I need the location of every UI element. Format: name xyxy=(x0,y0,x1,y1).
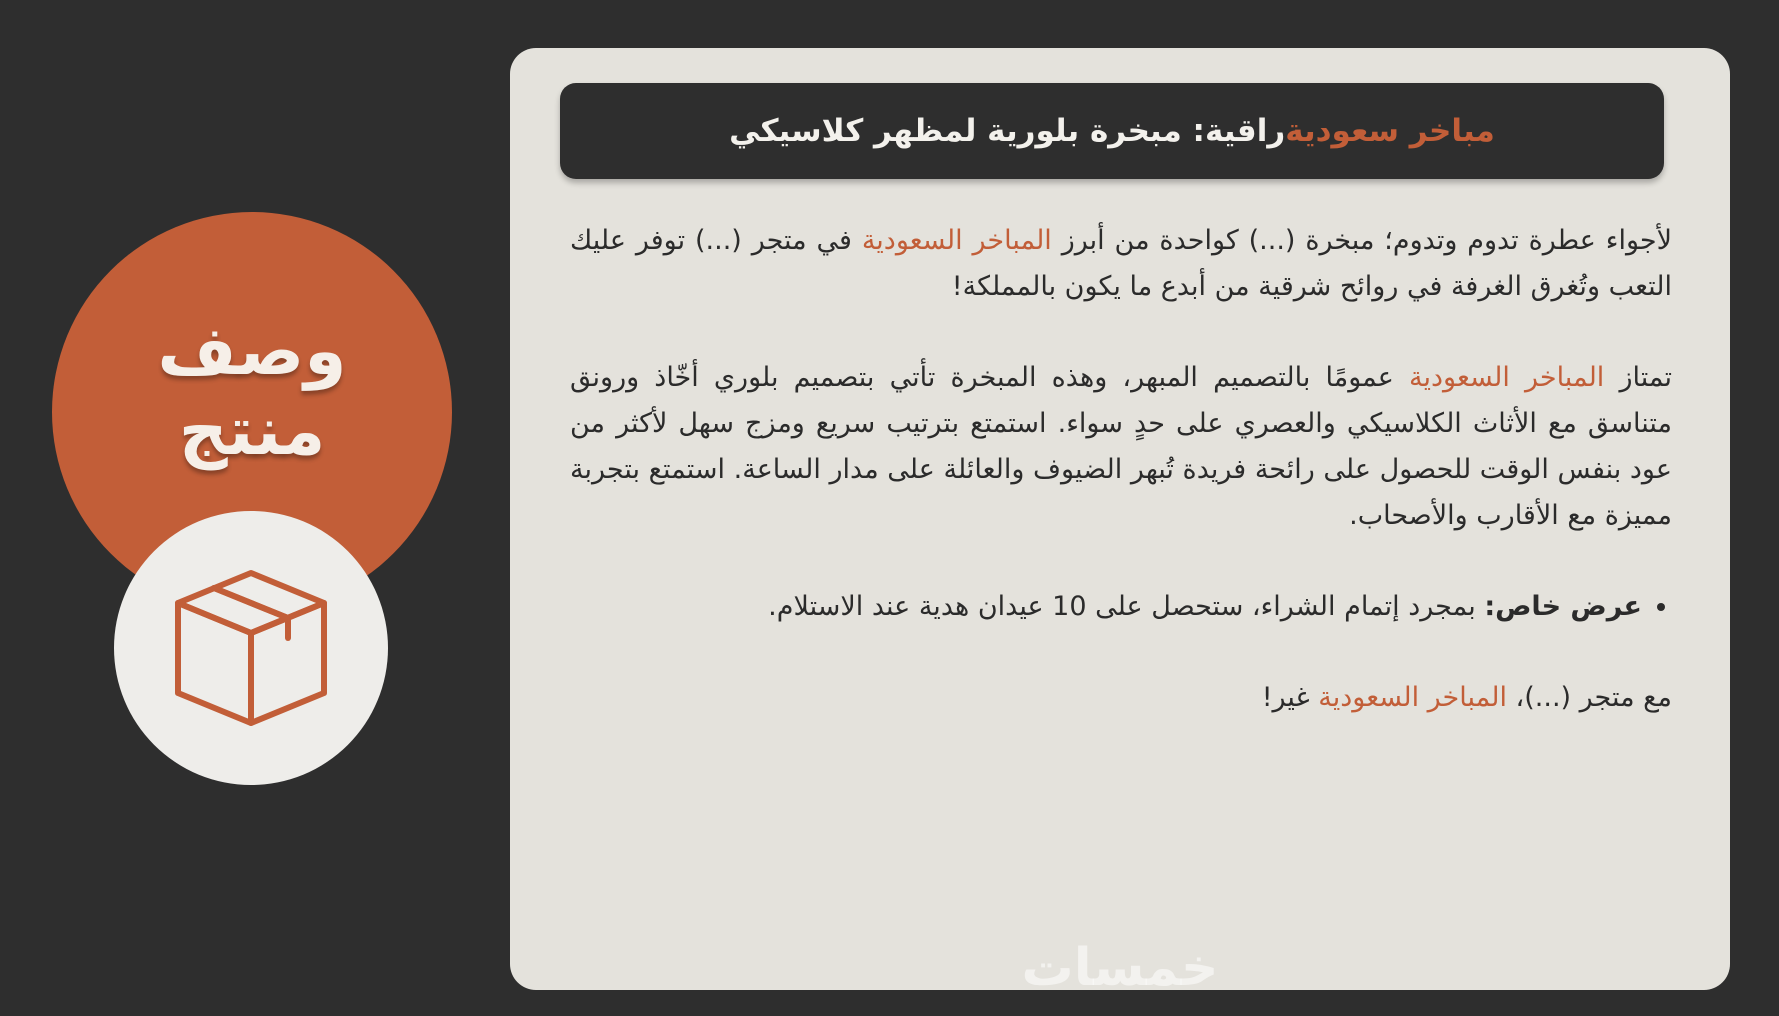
offer-text: بمجرد إتمام الشراء، ستحصل على 10 عيدان هدية عند الاستلام. xyxy=(768,591,1485,622)
paragraph-closing-text-1: مع متجر (...)، xyxy=(1506,682,1672,713)
title-text: راقية: مبخرة بلورية لمظهر كلاسيكي xyxy=(729,113,1286,149)
paragraph-features-text-2: عمومًا بالتصميم المبهر، وهذه المبخرة تأتي بتصميم بلوري أخّاذ ورونق متناسق مع الأثاث الكلاسيكي والعصري على حدٍ سواء. استمتع بترتيب سريع ومزج سهل لأكثر من عود بنفس الوقت للحصول على رائحة فريدة تُبهر الضيوف والعائلة على مدار الساعة. استمتع بتجربة مميزة مع الأقارب والأصحاب. xyxy=(570,362,1672,531)
title-accent: مباخر سعودية xyxy=(1285,113,1495,149)
paragraph-intro-text-2: في متجر (...) توفر عليك التعب وتُغرق الغرفة في روائح شرقية من أبدع ما يكون بالمملكة! xyxy=(570,225,1672,302)
paragraph-intro xyxy=(570,218,1672,310)
box-icon xyxy=(166,563,336,733)
badge-text xyxy=(52,312,452,472)
paragraph-features-accent: المباخر السعودية xyxy=(1409,362,1605,393)
paragraph-closing-accent: المباخر السعودية xyxy=(1318,682,1507,713)
paragraph-closing-text-2: غير! xyxy=(1261,682,1319,713)
badge-line-1: وصف xyxy=(157,312,347,391)
offer-item xyxy=(570,584,1642,630)
watermark: خمسات xyxy=(1021,938,1219,998)
paragraph-features-text-1: تمتاز xyxy=(1604,362,1672,393)
paragraph-closing xyxy=(570,675,1672,721)
offer-list xyxy=(570,584,1672,630)
description-content xyxy=(570,218,1672,766)
badge-line-2: منتج xyxy=(178,392,326,471)
title-bar xyxy=(560,83,1664,179)
offer-label: عرض خاص: xyxy=(1484,591,1642,622)
paragraph-intro-text-1: لأجواء عطرة تدوم وتدوم؛ مبخرة (...) كواحدة من أبرز xyxy=(1051,225,1673,256)
paragraph-features xyxy=(570,355,1672,539)
description-card xyxy=(510,48,1730,998)
paragraph-intro-accent: المباخر السعودية xyxy=(861,225,1052,256)
box-icon-circle xyxy=(114,511,388,785)
